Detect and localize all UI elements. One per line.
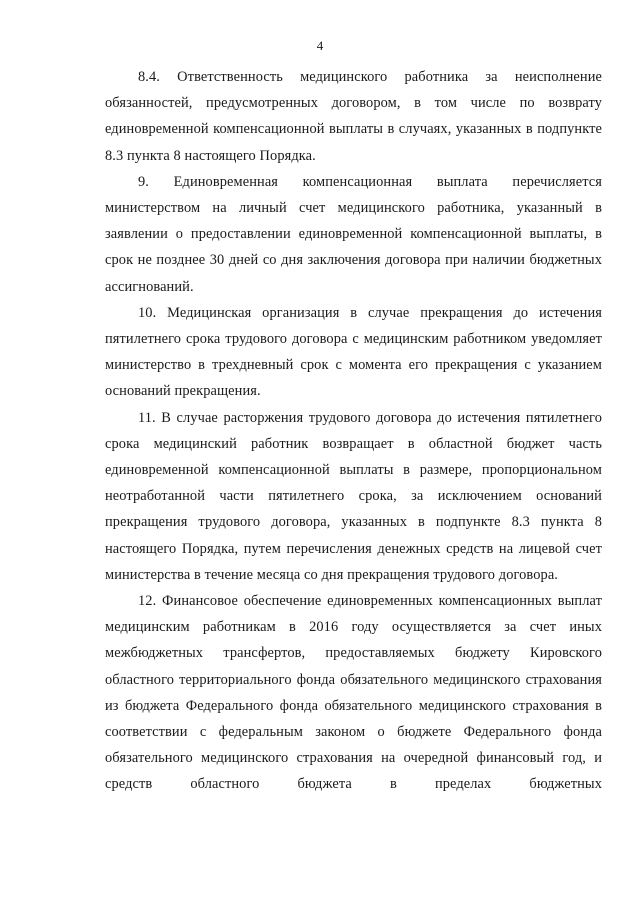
paragraph-8-4: 8.4. Ответственность медицинского работника за неисполнение обязанностей, предусмотренных договором, в том числе по возврату единовременной компенсационной выплаты в случаях, указанных в подпункте 8.3 пункта 8 настоящего Порядка. [105, 69, 602, 164]
page-number: 4 [316, 38, 324, 53]
paragraph-12: 12. Финансовое обеспечение единовременных компенсационных выплат медицинским работникам в 2016 году осуществляется за счет иных межбюджетных трансфертов, предоставляемых бюджету Кировского областного территориального фонда обязательного медицинского страхования из бюджета Федерального фонда обязательного медицинского страхования в соответствии с федеральным законом о бюджете Федерального фонда обязательного медицинского страхования на очередной финансовый год, и средств областного бюджета в пределах бюджетных [105, 593, 602, 793]
paragraph-10: 10. Медицинская организация в случае прекращения до истечения пятилетнего срока трудового договора с медицинским работником уведомляет министерство в трехдневный срок с момента его прекращения с указанием оснований прекращения. [105, 304, 602, 400]
paragraph-9: 9. Единовременная компенсационная выплата перечисляется министерством на личный счет медицинского работника, указанный в заявлении о предоставлении единовременной компенсационной выплаты, в срок не позднее 30 дней со дня заключения договора при наличии бюджетных ассигнований. [105, 173, 602, 295]
document-body [105, 64, 602, 798]
paragraph-11: 11. В случае расторжения трудового договора до истечения пятилетнего срока медицинский работник возвращает в областной бюджет часть единовременной компенсационной выплаты в размере, пропорциональном неотработанной части пятилетнего срока, за исключением оснований прекращения трудового договора, указанных в подпункте 8.3 пункта 8 настоящего Порядка, путем перечисления денежных средств на лицевой счет министерства в течение месяца со дня прекращения трудового договора. [105, 409, 602, 583]
